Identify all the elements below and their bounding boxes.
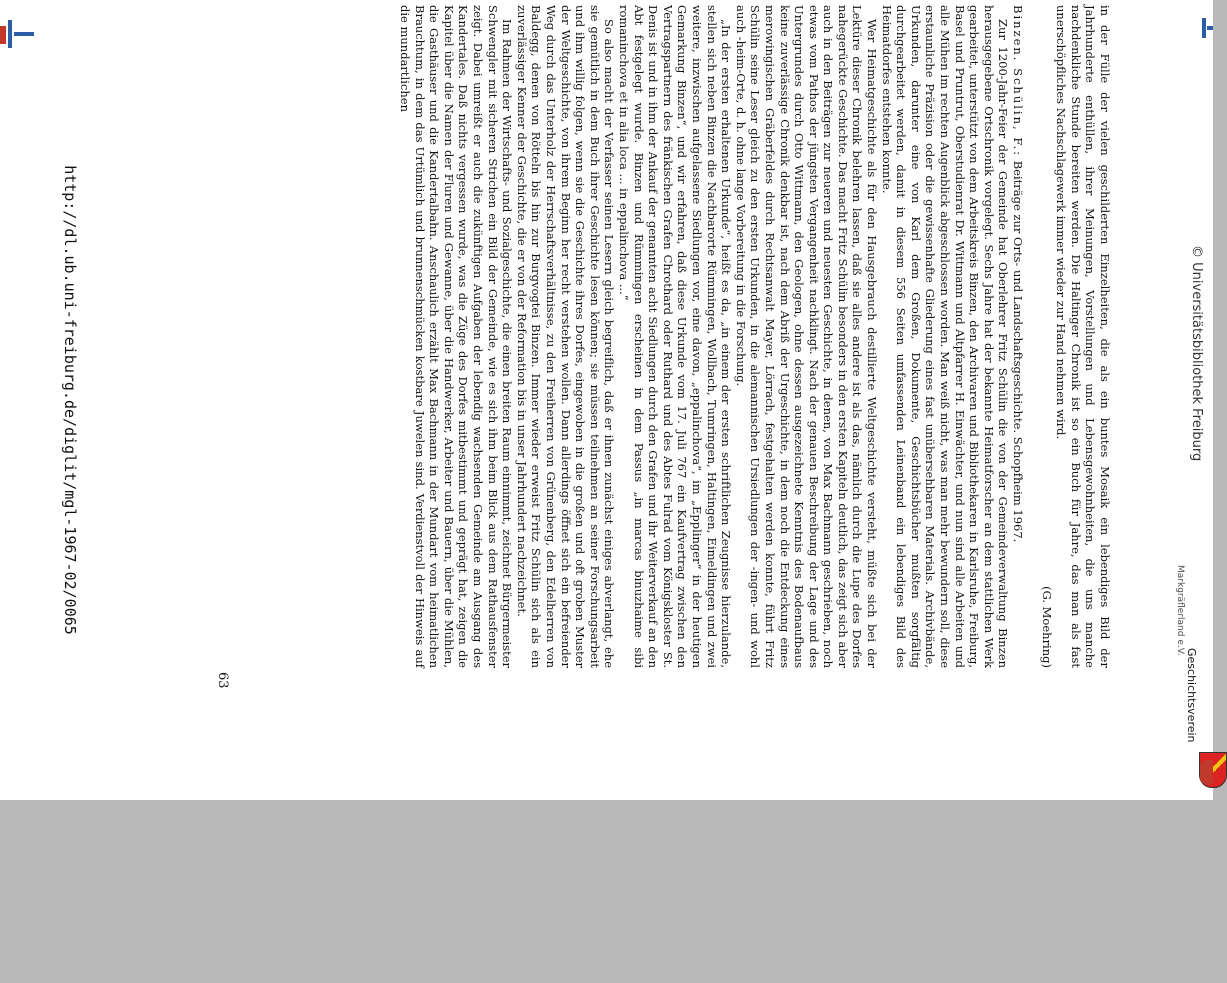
page-text-rotated [242,5,1112,668]
permalink-url[interactable]: http://dl.ub.uni-freiburg.de/diglit/mgl-1967-02/0065 [61,165,79,635]
left-viewer-margin [0,0,44,800]
review-heading-author: Binzen. Schülin, F.: [1011,5,1026,158]
review-signature: (G. Moehring) [1039,586,1054,668]
paragraph-5: So also macht der Verfasser seinen Lesern gleich begreiflich, daß er ihnen zunächst einiges abverlangt, ehe sie gemütlich in dem Buch ihrer Geschichte lesen können; sie müssen teilnehmen an seiner Forschungsarbeit und ihm willig folgen, wenn sie die Geschichte ihres Dorfes, eingewoben in die großen und oft groben Muster der Weltgeschichte, von ihrem Beginn her recht verstehen wollen. Dann allerdings öffnet sich ein befreiender Weg durch das Unterholz der Herrschaftsverhältnisse, zu den Freiherren von Grünenberg, den Edelherren von Baldegg, denen von Rötteln bis hin zur Burgvogtei Binzen. Immer wieder erweist Fritz Schülin sich als ein zuverlässiger Kenner der Geschichte, die er von der Reformation bis in unser Jahrhundert nachzeichnet. [514,5,617,668]
review-heading-title: Beiträge zur Orts- und Landschaftsgeschichte. Schopfheim 1967. [1011,160,1026,543]
crest-right-icon [1200,760,1213,784]
copyright-top-watermark: © Universitätsbibliothek Freiburg [1189,245,1204,462]
paragraph-1: in der Fülle der vielen geschilderten Einzelheiten, die als ein buntes Mosaik ein lebendiges Bild der Jahrhunderte enthüllen, ihrer Meinungen, Vorstellungen und Lebensgewohnheiten, die uns manche nachdenkliche Stunde bereiten werden. Die Haltinger Chronik ist so ein Buch für Jahre, das man als fast unerschöpfliches Nachschlagewerk immer wieder zur Hand nehmen wird. [1054,5,1112,668]
paragraph-2: Zur 1200-Jahr-Feier der Gemeinde hat Oberlehrer Fritz Schülin die von der Gemeindeverwaltung Binzen herausgegebene Ortschronik vorgelegt. Sechs Jahre hat der bekannte Heimatforscher an dem stattlichen Werk gearbeitet, unterstützt von dem Arbeitskreis Binzen, den Archivaren und Bibliothekaren in Karlsruhe, Freiburg, Basel und Pruntrut, Oberstudienrat Dr. Wittmann und Altpfarrer H. Einwächter, und nun sind alle Arbeiten und alle Mühen im rechten Augenblick abgeschlossen worden. Man weiß nicht, was man mehr bewundern soll, diese erstaunliche Präzision oder die gewissenhafte Gliederung eines fast unübersehbaren Materials. Archivbände, Urkunden, darunter eine von Karl dem Großen, Dokumente, Geschichtsbücher mußten sorgfältig durchgearbeitet werden, damit in diesem 556 Seiten umfassenden Leinenband ein lebendiges Bild des Heimatdorfes entstehen konnte. [879,5,1011,668]
paragraph-4: „In der ersten erhaltenen Urkunde“, heißt es da, „in einem der ersten schriftlichen Zeugnisse hierzulande, stellen sich neben Binzen die Nachbarorte Rümmingen, Wollbach, Tumringen, Haltingen, Eimeldingen und zwei weitere, inzwischen aufgelassene Siedlungen vor, eine davon, „eppalinchova“, im „Epplinger“ in der heutigen Gemarkung Binzen“, und wir erfahren, daß diese Urkunde vom 17. Juli 767 ein Kaufvertrag zwischen den Vertragspartnern des fränkischen Grafen Chrothard oder Ruthard und des Abtes Fulrad vom Königskloster St. Denis ist und in ihm der Ankauf der genannten acht Siedlungen durch den Grafen und ihr Weiterverkauf an den Abt festgelegt wurde. Binzen und Rümmingen erscheinen in dem Passus „in marcas binuzhaime sibi romaninchova et in alia loca ... in eppalinchova ...“ [617,5,734,668]
ub-logo-right-icon [1200,18,1213,38]
verein-small-label: Markgräflerland e.V. [1175,565,1185,656]
ub-logo-icon [0,20,34,48]
paragraph-3: Wer Heimatgeschichte als für den Hausgebrauch destillierte Weltgeschichte versteht, müßte sich bei der Lektüre dieser Chronik belehren lassen, daß sie alles andere ist als das, nämlich durch die Lupe des Dorfes nahegerückte Geschichte. Das macht Fritz Schülin besonders in den ersten Kapiteln deutlich, das zeigt sich aber auch in den Beiträgen zur neueren und neuesten Geschichte, in denen, von Max Bachmann geschrieben, noch etwas vom Pathos der jüngsten Vergangenheit nachklingt. Nach der genauen Beschreibung der Lage und des Untergrundes durch Otto Wittmann, den Geologen, ohne dessen ausgezeichnete Kenntnis des Bodenaufbaus keine zuverlässige Chronik denkbar ist, nach dem Abriß der Urgeschichte, in dem noch die Entdeckung eines merowingischen Gräberfeldes durch Rechtsanwalt Mayer, Lörrach, festgehalten werden konnte, führt Fritz Schülin seine Leser gleich zu den ersten Urkunden, in die alemannischen Ursiedlungen der -ingen- und wohl auch -heim-Orte, d. h. ohne lange Vorbereitung in die Forschung. [733,5,880,668]
paragraph-6: Im Rahmen der Wirtschafts- und Sozialgeschichte, die einen breiten Raum einnimmt, zeichnet Bürgermeister Schwengler mit sicheren Strichen ein Bild der Gemeinde, wie es sich ihm beim Blick aus dem Rathausfenster zeigt. Dabei umreißt er auch die zukünftigen Aufgaben der lebendig wachsenden Gemeinde am Ausgang des Kandertales. Daß nichts vergessen wurde, was die Züge des Dorfes mitbestimmt und geprägt hat, zeigen die Kapitel über die Namen der Fluren und Gewanne, über die Handwerker, Arbeiter und Bauern, über die Mühlen, die Gasthäuser und die Kandertalbahn. Anschaulich erzählt Max Bachmann in der Mundart vom heimatlichen Brauchtum, in dem das Urtümlich und brunnenschmücken kostbare Juwelen sind. Verdienstvoll der Hinweis auf die mundartlichen [398,5,515,668]
verein-label: Geschichtsverein [1185,648,1198,743]
scanned-page [44,0,1204,800]
review-heading [1010,5,1025,668]
page-number: 63 [215,672,230,689]
